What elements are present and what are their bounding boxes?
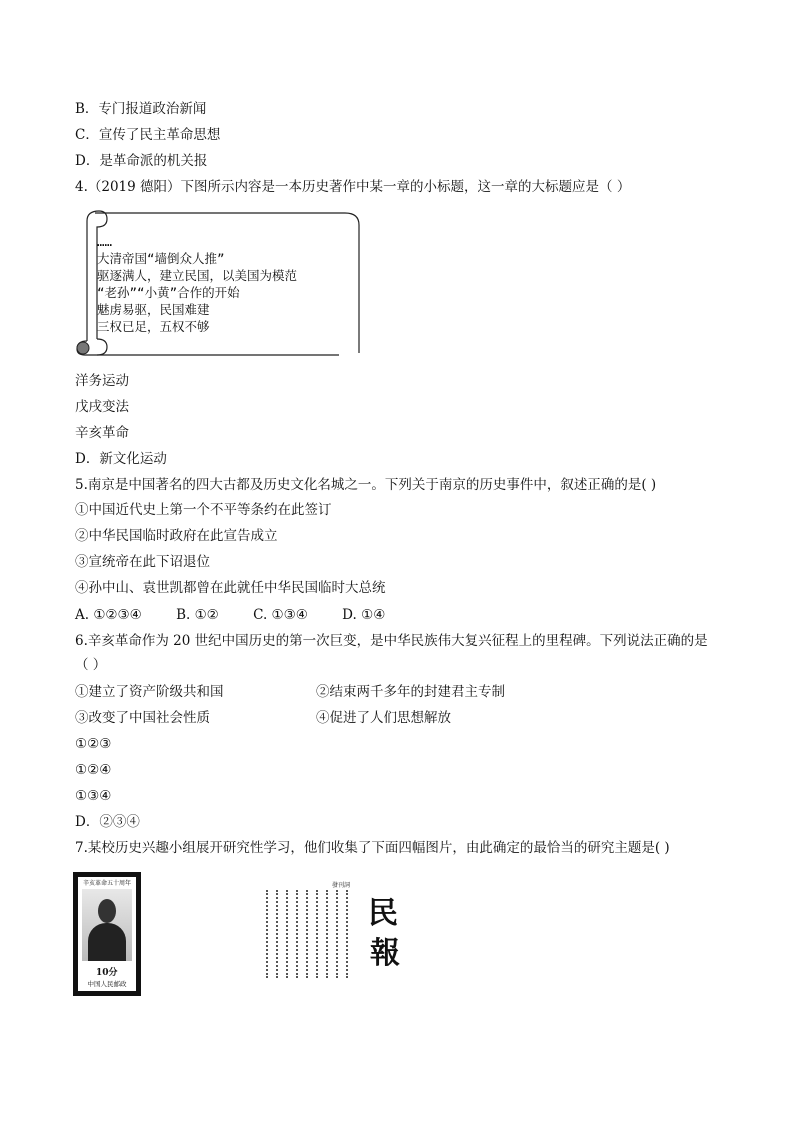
minbao-masthead-image	[360, 880, 420, 980]
masthead-char-min: 民	[368, 896, 398, 931]
question-4: 4.（2019 德阳）下图所示内容是一本历史著作中某一章的小标题，这一章的大标题应是（ ）	[75, 179, 631, 195]
sun-yatsen-stamp-image	[73, 872, 141, 996]
stamp-top-text: 辛亥革命五十周年	[82, 880, 131, 887]
portrait	[82, 889, 132, 961]
scroll-line: 魅虏易驱，民国难建	[97, 302, 210, 317]
newspaper-text-image	[262, 880, 352, 992]
q5-statement-3: ③宣统帝在此下诏退位	[75, 554, 210, 570]
question-7: 7.某校历史兴趣小组展开研究性学习，他们收集了下面四幅图片，由此确定的最恰当的研究主题是( )	[75, 840, 670, 856]
question-6-bracket: （ ）	[75, 657, 107, 673]
q6-option-d: D．②③④	[75, 814, 140, 830]
scroll-line: 驱逐满人，建立民国，以美国为模范	[97, 268, 298, 283]
q6-statement-4: ④促进了人们思想解放	[316, 710, 451, 726]
q5-statement-4: ④孙中山、袁世凯都曾在此就任中华民国临时大总统	[75, 580, 386, 596]
q6-statement-1: ①建立了资产阶级共和国	[75, 684, 224, 700]
q4-option-b: 戊戌变法	[75, 399, 129, 415]
stamp-bottom-text: 中国人民邮政	[87, 980, 127, 988]
scroll-line: ……	[97, 234, 113, 249]
q5-options: A. ①②③④ B. ①② C. ①③④ D. ①④	[75, 607, 386, 623]
q6-option-c: ①③④	[75, 788, 112, 804]
masthead-char-bao: 報	[370, 936, 400, 971]
q6-option-b: ①②④	[75, 762, 112, 778]
q6-option-a: ①②③	[75, 736, 112, 752]
scroll-line: 大清帝国“墙倒众人推”	[97, 251, 225, 266]
scroll-line: 三权已足，五权不够	[97, 319, 210, 334]
question-6: 6.辛亥革命作为 20 世纪中国历史的第一次巨变，是中华民族伟大复兴征程上的里程碑。下列说法正确的是	[75, 633, 708, 649]
q6-statement-3: ③改变了中国社会性质	[75, 710, 210, 726]
q3-option-d: D．是革命派的机关报	[75, 153, 208, 169]
stamp-value: 10分	[96, 968, 118, 978]
q5-statement-1: ①中国近代史上第一个不平等条约在此签订	[75, 502, 332, 518]
q4-option-d: D．新文化运动	[75, 451, 167, 467]
question-5: 5.南京是中国著名的四大古都及历史文化名城之一。下列关于南京的历史事件中，叙述正确的是( )	[75, 477, 657, 493]
scroll-figure	[73, 207, 373, 357]
q3-option-b: B．专门报道政治新闻	[75, 101, 207, 117]
q5-statement-2: ②中华民国临时政府在此宣告成立	[75, 528, 278, 544]
q3-option-c: C．宣传了民主革命思想	[75, 127, 221, 143]
q6-statement-2: ②结束两千多年的封建君主专制	[316, 684, 505, 700]
q4-option-a: 洋务运动	[75, 373, 129, 389]
scroll-line: “老孙”“小黄”合作的开始	[97, 285, 240, 300]
newspaper-side-label: 發刊詞	[332, 882, 351, 889]
q4-option-c: 辛亥革命	[75, 425, 129, 441]
